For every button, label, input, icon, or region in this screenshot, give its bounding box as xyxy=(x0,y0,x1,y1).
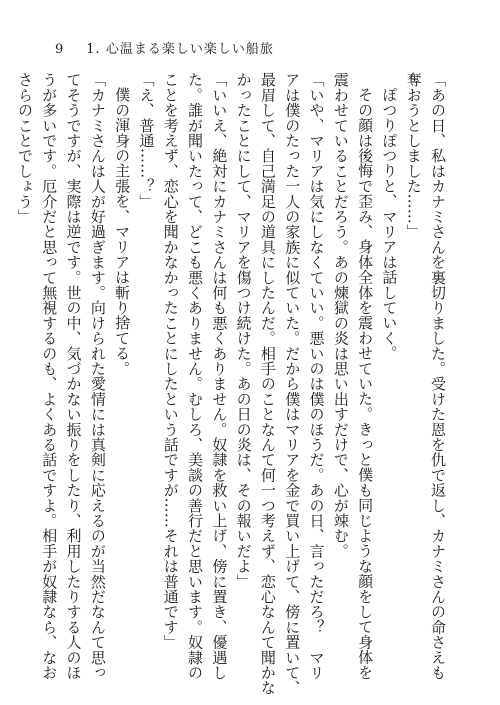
text-line: うが多いです。厄介だと思って無視するのも、よくある話ですよ。相手が奴隷なら、なお xyxy=(40,72,59,680)
page-header xyxy=(55,38,274,57)
text-line: 「カナミさんは人が好過ぎます。向けられた愛情には真剣に応えるのが当然だなんて思っ xyxy=(88,72,107,680)
page-number: 9 xyxy=(55,42,65,57)
text-line: アは僕のたった一人の家族に似ていた。だから僕はマリアを金で買い上げて、傍に置いて、 xyxy=(283,72,302,696)
text-line: 奪おうとしました……」 xyxy=(404,72,423,240)
text-line: 「いや、マリアは気にしなくていい。悪いのは僕のほうだ。あの日、言っただろ？ マリ xyxy=(307,72,326,680)
text-line: 「いいえ、絶対にカナミさんは何も悪くありません。奴隷を救い上げ、傍に置き、優遇し xyxy=(210,72,229,680)
vertical-body-text xyxy=(15,72,450,696)
running-title: 1. 心温まる楽しい楽しい船旅 xyxy=(86,42,274,57)
text-line: 震わせていることだろう。あの煉獄の炎は思い出すだけで、心が竦む。 xyxy=(331,72,350,559)
text-line: かったことにして、マリアを傷つけ続けた。あの日の炎は、その報いだよ」 xyxy=(234,72,253,589)
text-line: た。誰が聞いたって、どこも悪くありません。むしろ、美談の善行だと思います。奴隷の xyxy=(186,72,205,680)
text-line: その顔は後悔で歪み、身体全体を震わせていた。きっと僕も同じような顔をして身体を xyxy=(356,87,375,680)
text-line: さらのことでしょう」 xyxy=(15,72,34,224)
text-line: 「あの日、私はカナミさんを裏切りました。受けた恩を仇で返し、カナミさんの命さえも xyxy=(429,72,447,680)
text-line: 「え、普通……？」 xyxy=(137,72,156,209)
text-line: 最眉して、自己満足の道具にしたんだ。相手のことなんて何一つ考えず、恋心なんて聞かな xyxy=(258,72,277,696)
text-line: ぽつりぽつりと、マリアは話していく。 xyxy=(380,87,399,361)
text-line: ことを考えず、恋心を聞かなかったことにしたという話ですが……それは普通です」 xyxy=(161,72,180,650)
text-line: てそうですが、実際は逆です。世の中、気づかない振りをしたり、利用したりする人のほ xyxy=(64,72,83,680)
text-line: 僕の渾身の主張を、マリアは斬り捨てる。 xyxy=(113,87,132,376)
